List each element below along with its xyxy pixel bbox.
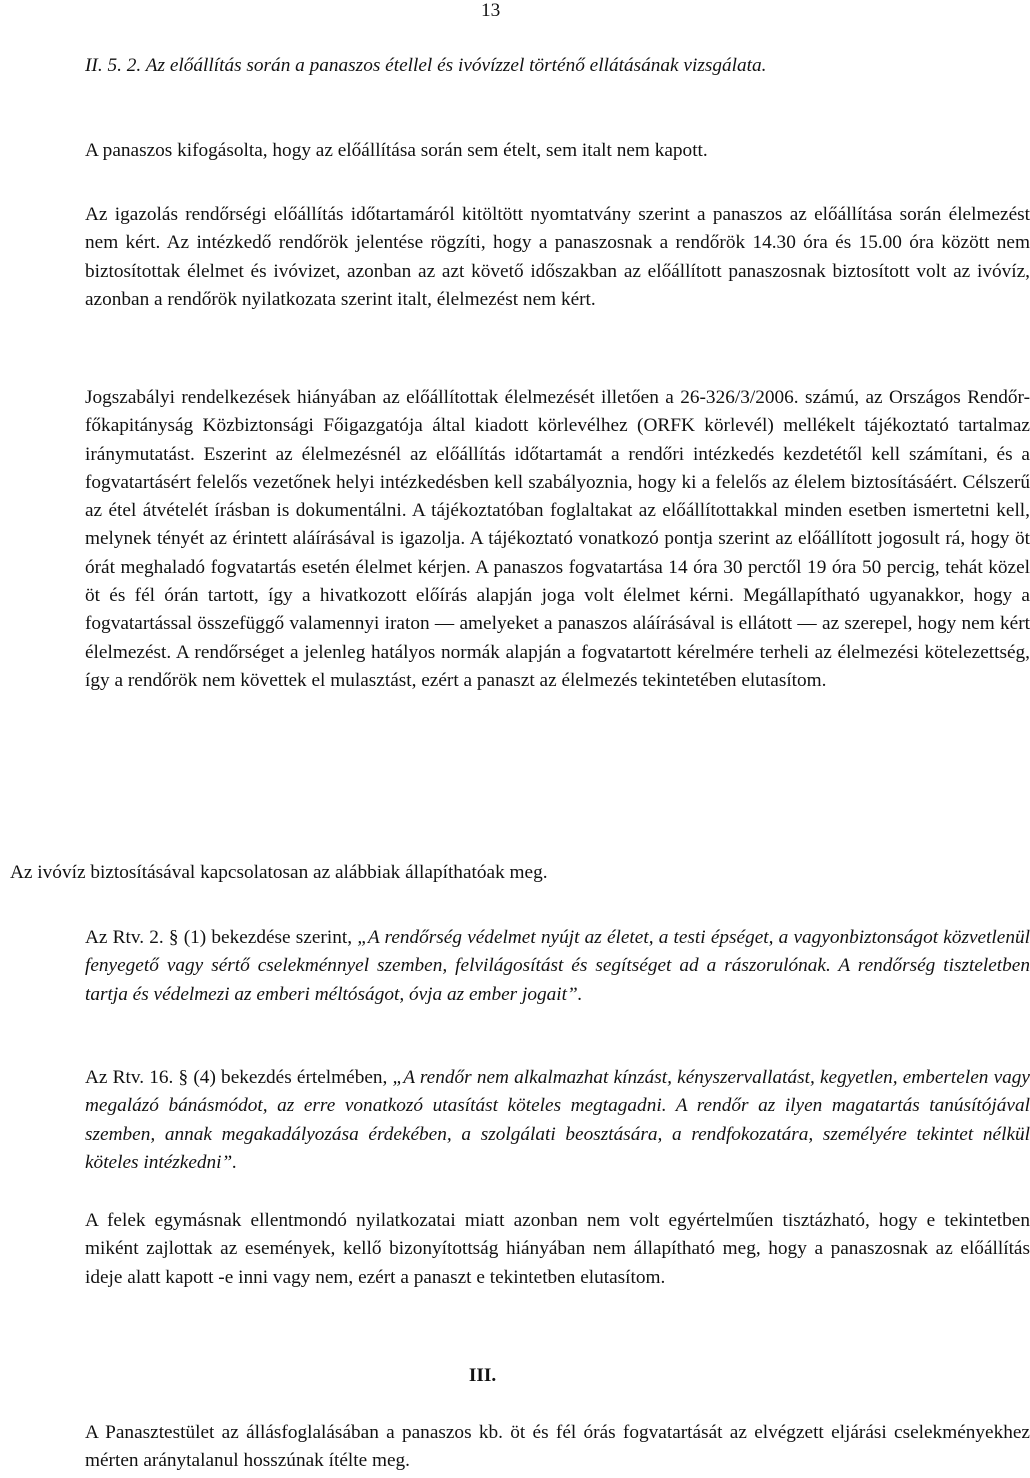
paragraph-water: Az ivóvíz biztosításával kapcsolatosan az alábbiak állapíthatóak meg. [10,862,548,883]
heading-title: Az előállítás során a panaszos étellel és ivóvízzel történő ellátásának vizsgálata. [145,55,767,76]
paragraph-rtv-2 [10,924,1030,1009]
rtv-2-intro: Az Rtv. 2. § (1) bekezdése szerint, [85,927,353,948]
paragraph-certificate: Az igazolás rendőrségi előállítás időtartamáról kitöltött nyomtatvány szerint a panaszos az előállítása során élelmezést nem kért. Az intézkedő rendőrök jelentése rögzíti, hogy a panaszosnak a rendőrök 14.30 óra és 15.00 óra között nem biztosítottak élelmet és ivóvizet, azonban az azt követő időszakban az előállított panaszosnak biztosított volt az ivóvíz, azonban a rendőrök nyilatkozata szerint italt, élelmezést nem kért. [85,204,1030,310]
rtv-16-quote: „A rendőr nem alkalmazhat kínzást, kényszervallatást, kegyetlen, embertelen vagy megalázó bánásmódot, az erre vonatkozó utasítást köteles megtagadni. A rendőr az ilyen magatartás tanúsítójával szemben, annak megakadályozása érdekében, a szolgálati beosztására, a rendfokozatára, személyére tekintet nélkül köteles intézkedni”. [85,1067,1030,1173]
rtv-16-intro: Az Rtv. 16. § (4) bekezdés értelmében, [85,1067,388,1088]
paragraph-complaint: A panaszos kifogásolta, hogy az előállítása során sem ételt, sem italt nem kapott. [85,140,708,161]
paragraph-rtv-16 [10,1064,1030,1177]
paragraph-legal-basis: Jogszabályi rendelkezések hiányában az előállítottak élelmezését illetően a 26-326/3/2006. számú, az Országos Rendőr-főkapitányság Közbiztonsági Főigazgatója által kiadott körlevélhez (ORFK körlevél) mellékelt tájékoztató tartalmaz iránymutatást. Eszerint az élelmezésnél az előállítás időtartamát a rendőri intézkedés kezdetétől kell számítani, és a fogvatartásért felelős vezetőnek helyi intézkedésben kell szabályoznia, hogy ki a felelős az élelem biztosításáért. Célszerű az étel átvételét írásban is dokumentálni. A tájékoztatóban foglaltakat az előállítottakkal minden esetben ismertetni kell, melynek tényét az érintett aláírásával is igazolja. A tájékoztató vonatkozó pontja szerint az előállított jogosult rá, hogy öt órát meghaladó fogvatartás esetén élelmet kérjen. A panaszos fogvatartása 14 óra 30 perctől 19 óra 50 percig, tehát közel öt és fél órán tartott, így a hivatkozott előírás alapján joga volt élelmet kérni. Megállapítható ugyanakkor, hogy a fogvatartással összefüggő valamennyi iraton — amelyeket a panaszos aláírásával is ellátott — az szerepel, hogy nem kért élelmezést. A rendőrséget a jelenleg hatályos normák alapján a fogvatartott kérelmére terheli az élelmezési kötelezettség, így a rendőrök nem követtek el mulasztást, ezért a panaszt az élelmezés tekintetében elutasítom. [85,387,1030,691]
paragraph-conclusion: A felek egymásnak ellentmondó nyilatkozatai miatt azonban nem volt egyértelműen tisztázható, hogy e tekintetben miként zajlottak az események, kellő bizonyítottság hiányában nem állapítható meg, hogy a panaszosnak az előállítás ideje alatt kapott -e inni vagy nem, ezért a panaszt e tekintetben elutasítom. [85,1210,1030,1288]
section-number: III. [468,1365,497,1386]
paragraph-panel-opinion: A Panasztestület az állásfoglalásában a panaszos kb. öt és fél órás fogvatartását az elvégzett eljárási cselekményekhez mérten aránytalanul hosszúnak ítélte meg. [85,1422,1030,1472]
page-number: 13 [481,0,501,21]
rtv-2-quote: „A rendőrség védelmet nyújt az életet, a testi épséget, a vagyonbiztonságot közvetlenül fenyegető vagy sértő cselekménnyel szemben, felvilágosítást és segítséget ad a rászorulónak. A rendőrség tiszteletben tartja és védelmezi az emberi méltóságot, óvja az ember jogait”. [85,927,1030,1005]
heading-number: II. 5. 2. [85,55,142,76]
section-heading [10,52,1030,80]
